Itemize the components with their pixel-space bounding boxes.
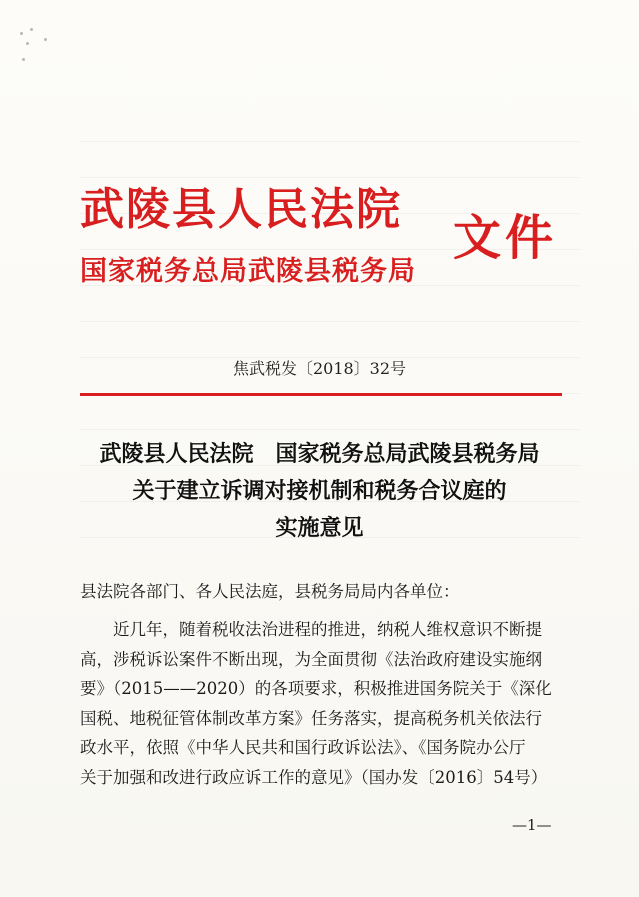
speck: [26, 42, 29, 45]
page-number: —1—: [512, 816, 552, 834]
title-line: 关于建立诉调对接机制和税务合议庭的: [132, 478, 507, 504]
document-number: 焦武税发〔2018〕32号: [232, 359, 407, 378]
red-divider-line: [80, 393, 562, 396]
title-line: 武陵县人民法院 国家税务总局武陵县税务局: [99, 441, 540, 467]
speck: [20, 32, 23, 35]
body-line: 关于加强和改进行政应诉工作的意见》（国办发〔2016〕54号）: [80, 767, 548, 787]
issuer-header-tax-bureau: 国家税务总局武陵县税务局: [80, 256, 416, 287]
staple-marks: [18, 28, 58, 68]
speck: [22, 58, 25, 61]
speck: [30, 28, 33, 31]
body-line: 国税、地税征管体制改革方案》任务落实，提高税务机关依法行: [80, 708, 542, 728]
salutation: 县法院各部门、各人民法庭，县税务局局内各单位：: [80, 582, 460, 601]
body-line: 要》（2015——2020）的各项要求，积极推进国务院关于《深化: [80, 679, 552, 699]
issuer-header-court: 武陵县人民法院: [80, 184, 402, 235]
issuer-header-document-label: 文件: [453, 210, 558, 266]
body-line: 高，涉税诉讼案件不断出现，为全面贯彻《法治政府建设实施纲: [80, 649, 542, 669]
body-line: 近几年，随着税收法治进程的推进，纳税人维权意识不断提: [80, 620, 542, 639]
body-line: 政水平，依照《中华人民共和国行政诉讼法》、《国务院办公厅: [80, 738, 526, 758]
speck: [44, 38, 47, 41]
document-title: [0, 436, 639, 547]
title-line: 实施意见: [275, 515, 364, 541]
body-text: [80, 615, 560, 793]
